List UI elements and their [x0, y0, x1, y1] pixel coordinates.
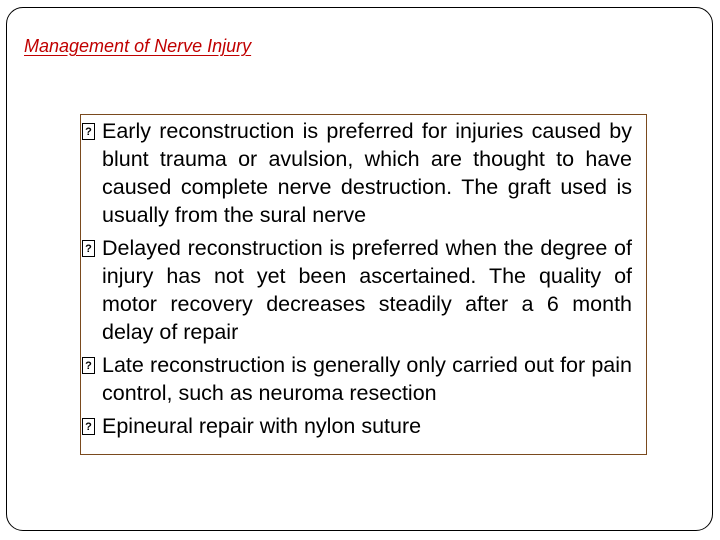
bullet-list [82, 117, 632, 440]
bullet-item [82, 117, 632, 229]
unknown-glyph-icon [82, 418, 95, 435]
bullet-text: Late reconstruction is generally only carried out for pain control, such as neuroma resection [102, 353, 632, 405]
bullet-text: Delayed reconstruction is preferred when the degree of injury has not yet been ascertained. The quality of motor recovery decreases steadily after a 6 month delay of repair [102, 236, 632, 344]
bullet-item [82, 351, 632, 407]
bullet-item [82, 412, 632, 440]
bullet-item [82, 234, 632, 346]
bullet-text: Early reconstruction is preferred for injuries caused by blunt trauma or avulsion, which are thought to have caused complete nerve destruction. The graft used is usually from the sural nerve [102, 119, 632, 227]
unknown-glyph-icon [82, 240, 95, 257]
slide-title: Management of Nerve Injury [24, 36, 252, 56]
bullet-text: Epineural repair with nylon suture [102, 414, 422, 438]
unknown-glyph-icon [82, 123, 95, 140]
unknown-glyph-icon [82, 357, 95, 374]
